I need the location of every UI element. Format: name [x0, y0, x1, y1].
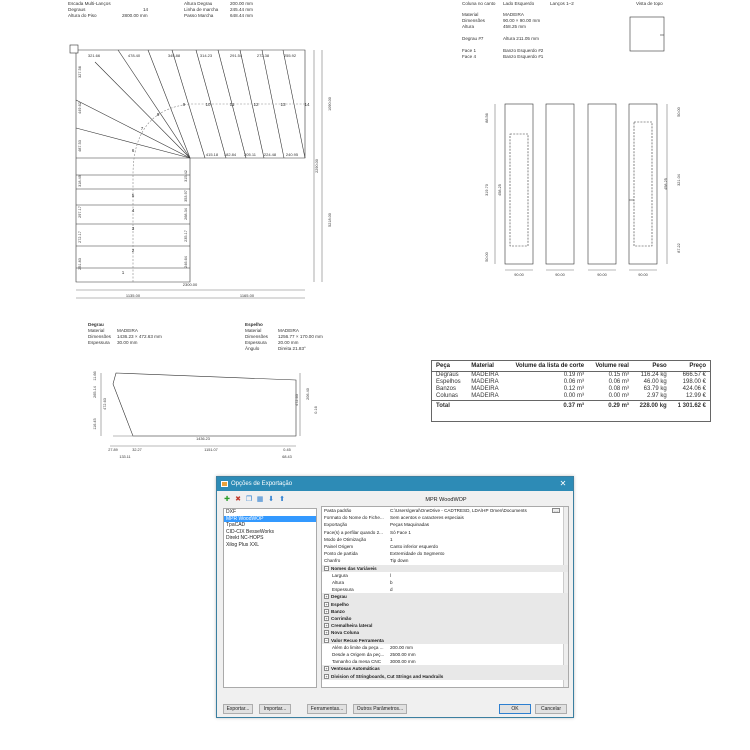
- dimension-label: 458.25: [664, 178, 668, 190]
- header-label: Degraus: [68, 7, 86, 12]
- info-value: Banzo Esquerdo #2: [503, 48, 544, 53]
- dimension-label: 246.64: [184, 256, 188, 268]
- property-row[interactable]: [322, 521, 568, 528]
- info-value: 30.00 mm: [117, 340, 138, 345]
- header-value: 648.44 mm: [230, 13, 253, 18]
- step-number: 5: [131, 193, 135, 198]
- copy-all-icon[interactable]: ▦: [256, 496, 264, 503]
- exporter-list-item[interactable]: DXF: [226, 509, 236, 515]
- table-cell: MADEIRA: [471, 372, 499, 378]
- table-cell: MADEIRA: [471, 379, 499, 385]
- table-cell: 424.06 €: [682, 386, 706, 392]
- group-label: Division of Stringboards, Cut Strings and Handrails: [331, 673, 444, 679]
- app-icon: [221, 481, 228, 487]
- group-label: Nomes das Variáveis: [331, 565, 377, 571]
- dimension-label: 472.63: [103, 398, 107, 410]
- dimension-label: 415.18: [205, 152, 219, 157]
- header-label: Escada Multi-Lanços: [68, 1, 111, 6]
- property-value: 3000.00 mm: [390, 659, 416, 665]
- exporter-list-item[interactable]: CID-CIX BesseWorks: [226, 528, 274, 535]
- collapse-icon[interactable]: −: [325, 637, 328, 643]
- table-cell: 116.24 kg: [640, 372, 667, 378]
- info-value: 20.00 mm: [278, 340, 299, 345]
- step-number: 7: [140, 126, 144, 131]
- dimension-label: 90.00: [638, 273, 648, 277]
- property-value: 200.00 mm: [390, 644, 413, 650]
- dimension-label: 205.11: [244, 152, 256, 157]
- column-header: Peso: [633, 361, 671, 372]
- property-row[interactable]: [322, 507, 568, 514]
- table-cell: 2.97 kg: [647, 393, 667, 399]
- column-header: Lado Esquerdo: [503, 1, 535, 6]
- dimension-label: 50.00: [677, 107, 681, 117]
- tools-button[interactable]: Ferramentas...: [307, 704, 347, 714]
- table-row: [432, 393, 710, 401]
- dimension-label: 87.22: [677, 243, 681, 253]
- dimension-label: 1436.23: [196, 437, 210, 441]
- column-header: Volume real: [588, 361, 633, 372]
- group-label: Banzo: [331, 608, 345, 614]
- expand-icon[interactable]: +: [325, 666, 328, 672]
- dimension-label: 487.53: [78, 140, 82, 152]
- property-row[interactable]: [322, 644, 568, 651]
- browse-button[interactable]: …: [554, 508, 558, 513]
- table-cell: 228.00 kg: [633, 401, 671, 411]
- expand-icon[interactable]: +: [325, 673, 328, 679]
- table-cell: 0.19 m³: [563, 372, 585, 378]
- table-cell: 0.15 m³: [608, 372, 629, 378]
- table-row: [432, 379, 710, 386]
- info-value: Banzo Esquerdo #1: [503, 54, 544, 59]
- property-row[interactable]: [322, 514, 568, 521]
- exporter-list-item[interactable]: TpaCAD: [226, 522, 246, 529]
- dimension-label: 1090.00: [328, 97, 332, 111]
- dimension-label: 116.45: [93, 418, 97, 430]
- property-key: Ponto de partida: [324, 551, 358, 557]
- dimension-label: 353.97: [184, 190, 188, 202]
- table-cell: 0.29 m³: [588, 401, 633, 411]
- dimension-label: 265.14: [93, 386, 97, 398]
- property-key: Exportação: [324, 522, 348, 528]
- header-label: Altura Degrau: [184, 1, 213, 6]
- dimension-label: 27.89: [108, 448, 118, 452]
- materials-table: [431, 360, 711, 422]
- property-row[interactable]: [322, 572, 568, 579]
- add-icon[interactable]: ✚: [224, 496, 230, 503]
- property-key: Pasta padrão: [324, 508, 352, 513]
- header-value: 14: [143, 7, 149, 12]
- info-value: MADEIRA: [117, 328, 138, 333]
- dimension-label: 32.27: [132, 448, 142, 452]
- table-cell: 0.00 m³: [563, 393, 585, 399]
- info-value: Direita 21.83°: [278, 346, 306, 351]
- property-value: b: [390, 580, 393, 585]
- dimension-label: 449.62: [78, 102, 82, 114]
- property-row[interactable]: [322, 550, 568, 557]
- table-cell: Espelhos: [436, 379, 461, 385]
- property-key: Painel Origem: [324, 544, 354, 549]
- dimension-label: 327.56: [78, 66, 82, 78]
- column-header: Material: [467, 361, 505, 372]
- table-header-row: [432, 361, 710, 372]
- export-options-dialog: [216, 476, 574, 718]
- dimension-label: 315.42: [184, 170, 188, 182]
- dimension-label: 240.95: [285, 152, 299, 157]
- info-label: Espessura: [88, 340, 110, 345]
- table-row: [432, 372, 710, 380]
- info-value: 90.00 × 90.00 mm: [503, 18, 541, 23]
- property-row[interactable]: [322, 536, 568, 543]
- info-value: 458.25 mm: [503, 24, 526, 29]
- exporter-list[interactable]: [223, 508, 317, 688]
- step-number: 2: [131, 248, 135, 253]
- property-group[interactable]: [322, 665, 568, 672]
- dimension-label: 251.83: [78, 258, 82, 270]
- property-row[interactable]: [322, 543, 568, 550]
- column-header: Vista de topo: [636, 1, 663, 6]
- property-group[interactable]: [322, 622, 568, 629]
- step-number: 4: [131, 208, 135, 213]
- step-number: 8: [156, 112, 160, 117]
- property-row[interactable]: [322, 557, 568, 564]
- collapse-icon[interactable]: −: [325, 565, 328, 571]
- property-value: Canto inferior esquerdo: [390, 544, 439, 549]
- property-group-variable-names[interactable]: [322, 565, 568, 572]
- table-cell: 63.79 kg: [643, 386, 667, 392]
- other-parameters-button[interactable]: Outros Parâmetros...: [353, 704, 407, 714]
- dimension-label: 0.45: [283, 448, 291, 452]
- table-cell: MADEIRA: [471, 393, 499, 399]
- property-group[interactable]: [322, 593, 568, 600]
- step-number: 1: [121, 270, 125, 275]
- dimension-label: 314.23: [199, 53, 213, 58]
- expand-icon[interactable]: +: [325, 601, 328, 607]
- table-cell: 1 301.62 €: [671, 401, 710, 411]
- property-group[interactable]: [322, 608, 568, 615]
- move-down-icon[interactable]: ⬇: [268, 496, 274, 503]
- property-key: Chanfro: [324, 558, 341, 564]
- dimension-label: 1151.07: [204, 448, 218, 452]
- dimension-label: 321.04: [677, 174, 681, 186]
- property-key: Largura: [332, 572, 348, 578]
- dimension-label: 458.25: [498, 184, 502, 196]
- property-row[interactable]: [322, 651, 568, 658]
- property-row[interactable]: [322, 586, 568, 593]
- dimension-label: 90.00: [555, 273, 565, 277]
- table-cell: Total: [432, 401, 467, 411]
- property-value: C:\Users\geral\OneDrive - CADTRESD, LDA\HP Omen\Documents: [390, 508, 527, 513]
- column-header: Preço: [671, 361, 710, 372]
- info-value: Altura 211.05 mm: [503, 36, 539, 41]
- group-label: Espelho: [331, 601, 349, 607]
- copy-icon[interactable]: ❐: [245, 496, 253, 503]
- step-number: 13: [280, 102, 286, 107]
- property-key: Além do limite da peça ...: [332, 644, 384, 650]
- info-value: MADEIRA: [503, 12, 524, 17]
- table-cell: 46.00 kg: [643, 379, 667, 385]
- info-label: Material: [88, 328, 105, 333]
- table-cell: 0.08 m³: [608, 386, 629, 392]
- header-value: 2800.00 mm: [122, 13, 148, 18]
- info-label: Material: [462, 12, 479, 17]
- format-name: MPR WoodWOP: [425, 497, 467, 503]
- info-label: Dimensões: [462, 18, 485, 23]
- property-group[interactable]: [322, 673, 568, 680]
- dimension-label: 88.56: [485, 113, 489, 123]
- column-header: Peça: [432, 361, 467, 372]
- dimension-label: 1165.00: [239, 293, 255, 298]
- dimension-label: 268.34: [184, 208, 188, 220]
- header-label: Passo Marcha: [184, 13, 214, 18]
- property-key: Face(s) a perfilar quando 2...: [324, 529, 383, 535]
- column-header: Lanços 1–2: [550, 1, 574, 6]
- exporter-list-item-selected[interactable]: MPR WoodWOP: [224, 516, 316, 523]
- header-value: 200.00 mm: [230, 1, 253, 6]
- group-label: Cremalheira lateral: [331, 623, 373, 629]
- table-cell: 0.06 m³: [563, 379, 585, 385]
- dimension-label: 2300.00: [182, 282, 198, 287]
- property-key: Formato do Nome do Fiche...: [324, 515, 384, 521]
- property-group[interactable]: [322, 601, 568, 608]
- property-row[interactable]: [322, 579, 568, 586]
- property-group[interactable]: [322, 629, 568, 636]
- dimension-label: 291.54: [229, 53, 243, 58]
- group-label: Valor Recuo Ferramenta: [331, 637, 384, 643]
- property-grid[interactable]: [321, 506, 569, 688]
- riser-title: Espelho: [245, 322, 263, 327]
- info-value: 1436.23 × 472.63 mm: [117, 334, 162, 339]
- step-number: 3: [131, 226, 135, 231]
- group-label: Corrimão: [331, 616, 352, 621]
- property-row[interactable]: [322, 658, 568, 665]
- info-label: Dimensões: [88, 334, 111, 339]
- info-label: Ângulo: [245, 346, 260, 351]
- property-group[interactable]: [322, 615, 568, 622]
- dimension-label: 133.11: [119, 455, 131, 459]
- expand-icon[interactable]: +: [325, 608, 328, 614]
- property-key: Altura: [332, 580, 345, 585]
- property-value: d: [390, 587, 393, 593]
- property-value: Extremidade do Segmento: [390, 551, 445, 557]
- property-key: Tamanho da mesa CNC: [332, 659, 382, 665]
- dimension-label: 182.84: [223, 152, 237, 157]
- dimension-label: 224.48: [263, 152, 277, 157]
- table-cell: 0.06 m³: [608, 379, 629, 385]
- dimension-label: 90.00: [597, 273, 607, 277]
- table-cell: Colunas: [436, 393, 459, 399]
- table-cell: 666.57 €: [682, 372, 706, 378]
- header-label: Linha de marcha: [184, 7, 219, 12]
- step-number: 10: [205, 102, 211, 107]
- cancel-button[interactable]: Cancelar: [535, 704, 567, 714]
- info-value: 1256.77 × 170.00 mm: [278, 334, 323, 339]
- group-label: Nova Coluna: [331, 630, 360, 636]
- expand-icon[interactable]: +: [325, 594, 328, 600]
- expand-icon[interactable]: +: [325, 630, 328, 636]
- property-row[interactable]: [322, 529, 568, 536]
- property-value: l: [390, 572, 392, 578]
- property-key: Espessura: [332, 587, 354, 593]
- dimension-label: 235.17: [184, 230, 188, 242]
- dimension-label: 319.70: [485, 184, 489, 196]
- table-cell: Banzos: [436, 386, 457, 392]
- column-header: Volume da lista de corte: [505, 361, 588, 372]
- ok-button[interactable]: OK: [499, 704, 531, 714]
- info-label: Espessura: [245, 340, 267, 345]
- group-label: Ventosas Automáticas: [331, 666, 380, 672]
- dimension-label: 478.40: [127, 53, 141, 58]
- dialog-title: Opções de Exportação: [231, 481, 293, 487]
- delete-icon[interactable]: ✖: [235, 496, 241, 503]
- table-total-row: [432, 401, 710, 411]
- property-group-tool-retreat[interactable]: [322, 637, 568, 644]
- dimension-label: 0.16: [314, 406, 318, 414]
- dimension-label: 11.66: [93, 371, 97, 381]
- dimension-label: 318.49: [78, 175, 82, 187]
- move-up-icon[interactable]: ⬆: [279, 496, 285, 503]
- exporter-list-item[interactable]: Xilog Plus XXL: [226, 541, 260, 548]
- group-label: Degrau: [331, 594, 347, 600]
- tread-title: Degrau: [88, 322, 104, 327]
- expand-icon[interactable]: +: [325, 616, 328, 621]
- expand-icon[interactable]: +: [325, 623, 328, 629]
- dimension-label: 297.17: [78, 206, 82, 218]
- info-label: Degrau #7: [462, 36, 484, 41]
- info-label: Material: [245, 328, 262, 333]
- dimension-label: 206.40: [306, 388, 310, 400]
- property-value: Tip down: [390, 558, 409, 564]
- step-number: 6: [131, 148, 135, 153]
- dimension-label: 50.00: [485, 252, 489, 262]
- table-cell: MADEIRA: [471, 386, 499, 392]
- info-label: Face 1: [462, 48, 477, 53]
- export-button[interactable]: Exportar...: [223, 704, 253, 714]
- dimension-label: 272.38: [256, 53, 270, 58]
- dimension-label: 472.63: [295, 394, 299, 406]
- dimension-label: 321.66: [87, 53, 101, 58]
- step-number: 14: [304, 102, 310, 107]
- info-label: Face 4: [462, 54, 477, 59]
- property-key: Modo de Otimização: [324, 536, 367, 542]
- property-value: Só Face 1: [390, 529, 411, 535]
- table-cell: 198.00 €: [682, 379, 706, 385]
- table-row: [432, 386, 710, 393]
- table-cell: 12.99 €: [685, 393, 706, 399]
- dimension-label: 68.43: [282, 455, 292, 459]
- close-icon[interactable]: ✕: [559, 479, 567, 488]
- table-cell: 0.00 m³: [608, 393, 629, 399]
- column-header: Coluna no canto: [462, 1, 496, 6]
- dimension-label: 255.92: [283, 53, 297, 58]
- property-value: Sem acentos e caracteres especiais: [390, 515, 464, 521]
- dimension-label: 90.00: [514, 273, 524, 277]
- header-value: 245.44 mm: [230, 7, 253, 12]
- property-key: Desde a Origem da peç...: [332, 652, 385, 657]
- import-button[interactable]: Importar...: [259, 704, 291, 714]
- info-value: MADEIRA: [278, 328, 299, 333]
- step-number: 12: [253, 102, 259, 107]
- property-value: 1: [390, 536, 393, 542]
- exporter-list-item[interactable]: Direkt NC-HOPS: [226, 535, 264, 542]
- dimension-label: 272.17: [78, 231, 82, 243]
- property-value: 2500.00 mm: [390, 652, 416, 657]
- dimension-label: 345.88: [167, 53, 181, 58]
- step-number: 11: [229, 102, 235, 107]
- header-label: Altura do Piso: [68, 13, 97, 18]
- table-cell: [467, 401, 505, 411]
- table-cell: Degraus: [436, 372, 459, 378]
- dimension-label: 1135.00: [125, 293, 141, 298]
- step-number: 9: [182, 102, 186, 107]
- dimension-label: 2290.00: [315, 159, 319, 173]
- property-value: Peças Maquinadas: [390, 522, 430, 528]
- table-cell: 0.12 m³: [563, 386, 585, 392]
- info-label: Dimensões: [245, 334, 268, 339]
- info-label: Altura: [462, 24, 475, 29]
- table-cell: 0.37 m³: [505, 401, 588, 411]
- exporter-toolbar: [223, 496, 286, 506]
- dimension-label: 5218.00: [328, 213, 332, 227]
- dialog-titlebar[interactable]: [217, 477, 573, 491]
